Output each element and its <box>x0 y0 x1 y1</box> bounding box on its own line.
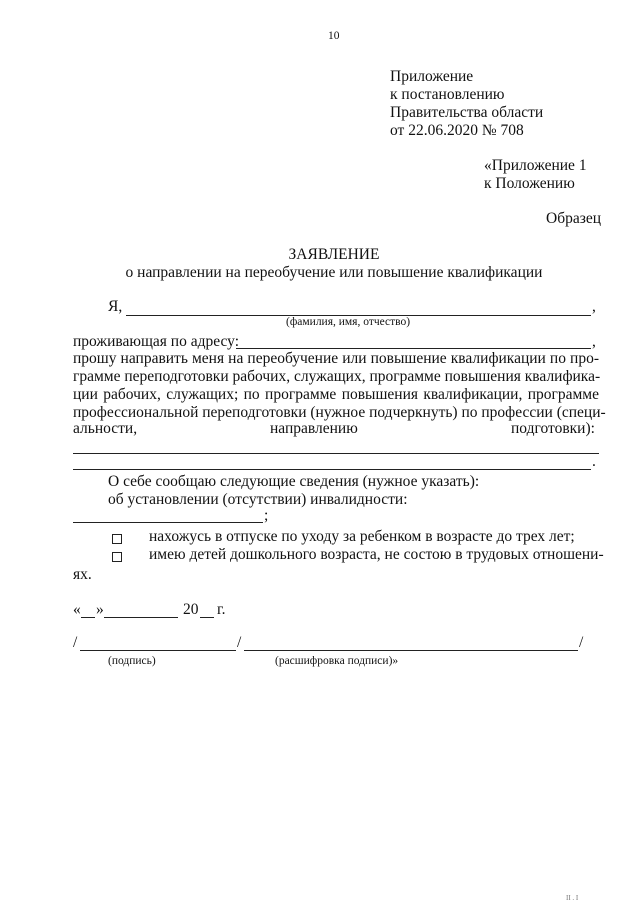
document-title: ЗАЯВЛЕНИЕ <box>288 246 380 263</box>
sample-label: Образец <box>546 210 602 227</box>
signature-caption: (подпись) <box>108 655 156 667</box>
date-year-field[interactable] <box>200 617 214 618</box>
body-line-5-part-3: подготовки): <box>511 420 595 437</box>
option-1-text: нахожусь в отпуске по уходу за ребенком в возрасте до трех лет; <box>149 528 575 545</box>
info-line-2: об установлении (отсутствии) инвалидности: <box>108 491 408 508</box>
appendix2-line-2: к Положению <box>484 175 575 192</box>
body-line-3: ции рабочих, служащих; по программе повышения квалификации, программе <box>73 386 599 403</box>
page-number: 10 <box>328 30 340 42</box>
signature-slash-1: / <box>73 634 78 651</box>
option-2-checkbox[interactable] <box>112 552 122 562</box>
address-suffix: , <box>592 333 596 350</box>
body-line-5-part-1: альности, <box>73 420 138 437</box>
date-month-field[interactable] <box>104 617 178 618</box>
profession-suffix: . <box>592 453 596 470</box>
signature-slash-3: / <box>579 634 584 651</box>
address-label: проживающая по адресу: <box>73 333 240 350</box>
signature-slash-2: / <box>237 634 242 651</box>
date-year-suffix: г. <box>217 601 226 618</box>
disability-suffix: ; <box>264 507 269 524</box>
option-2-continuation: ях. <box>73 566 92 583</box>
date-day-field[interactable] <box>81 617 95 618</box>
profession-field-1[interactable] <box>73 453 599 454</box>
date-year-prefix: 20 <box>183 601 199 618</box>
footer-mark: II . I <box>566 894 579 902</box>
body-line-4: профессиональной переподготовки (нужное подчеркнуть) по профессии (специ- <box>73 404 606 421</box>
appendix-line-1: Приложение <box>390 68 474 85</box>
signature-field[interactable] <box>80 650 236 651</box>
disability-field[interactable] <box>73 522 263 523</box>
body-line-2: грамме переподготовки рабочих, служащих, программе повышения квалифика- <box>73 368 601 385</box>
date-open-quote: « <box>73 601 81 618</box>
info-line-1: О себе сообщаю следующие сведения (нужное указать): <box>108 473 480 490</box>
option-1-checkbox[interactable] <box>112 534 122 544</box>
applicant-prefix: Я, <box>108 298 123 315</box>
appendix-line-2: к постановлению <box>390 86 505 103</box>
body-line-5-part-2: направлению <box>270 420 358 437</box>
profession-field-2[interactable] <box>73 469 591 470</box>
applicant-suffix: , <box>592 298 596 315</box>
appendix-line-3: Правительства области <box>390 104 544 121</box>
appendix2-line-1: «Приложение 1 <box>484 157 587 174</box>
document-subtitle: о направлении на переобучение или повышение квалификации <box>125 264 543 281</box>
body-line-1: прошу направить меня на переобучение или повышение квалификации по про- <box>73 350 599 367</box>
address-field[interactable] <box>236 348 591 349</box>
appendix-line-4: от 22.06.2020 № 708 <box>390 122 524 139</box>
signature-decode-field[interactable] <box>244 650 578 651</box>
signature-decode-caption: (расшифровка подписи)» <box>275 655 399 667</box>
option-2-text: имею детей дошкольного возраста, не состою в трудовых отношени- <box>149 546 604 563</box>
applicant-caption: (фамилия, имя, отчество) <box>286 316 411 328</box>
date-close-quote: » <box>96 601 104 618</box>
